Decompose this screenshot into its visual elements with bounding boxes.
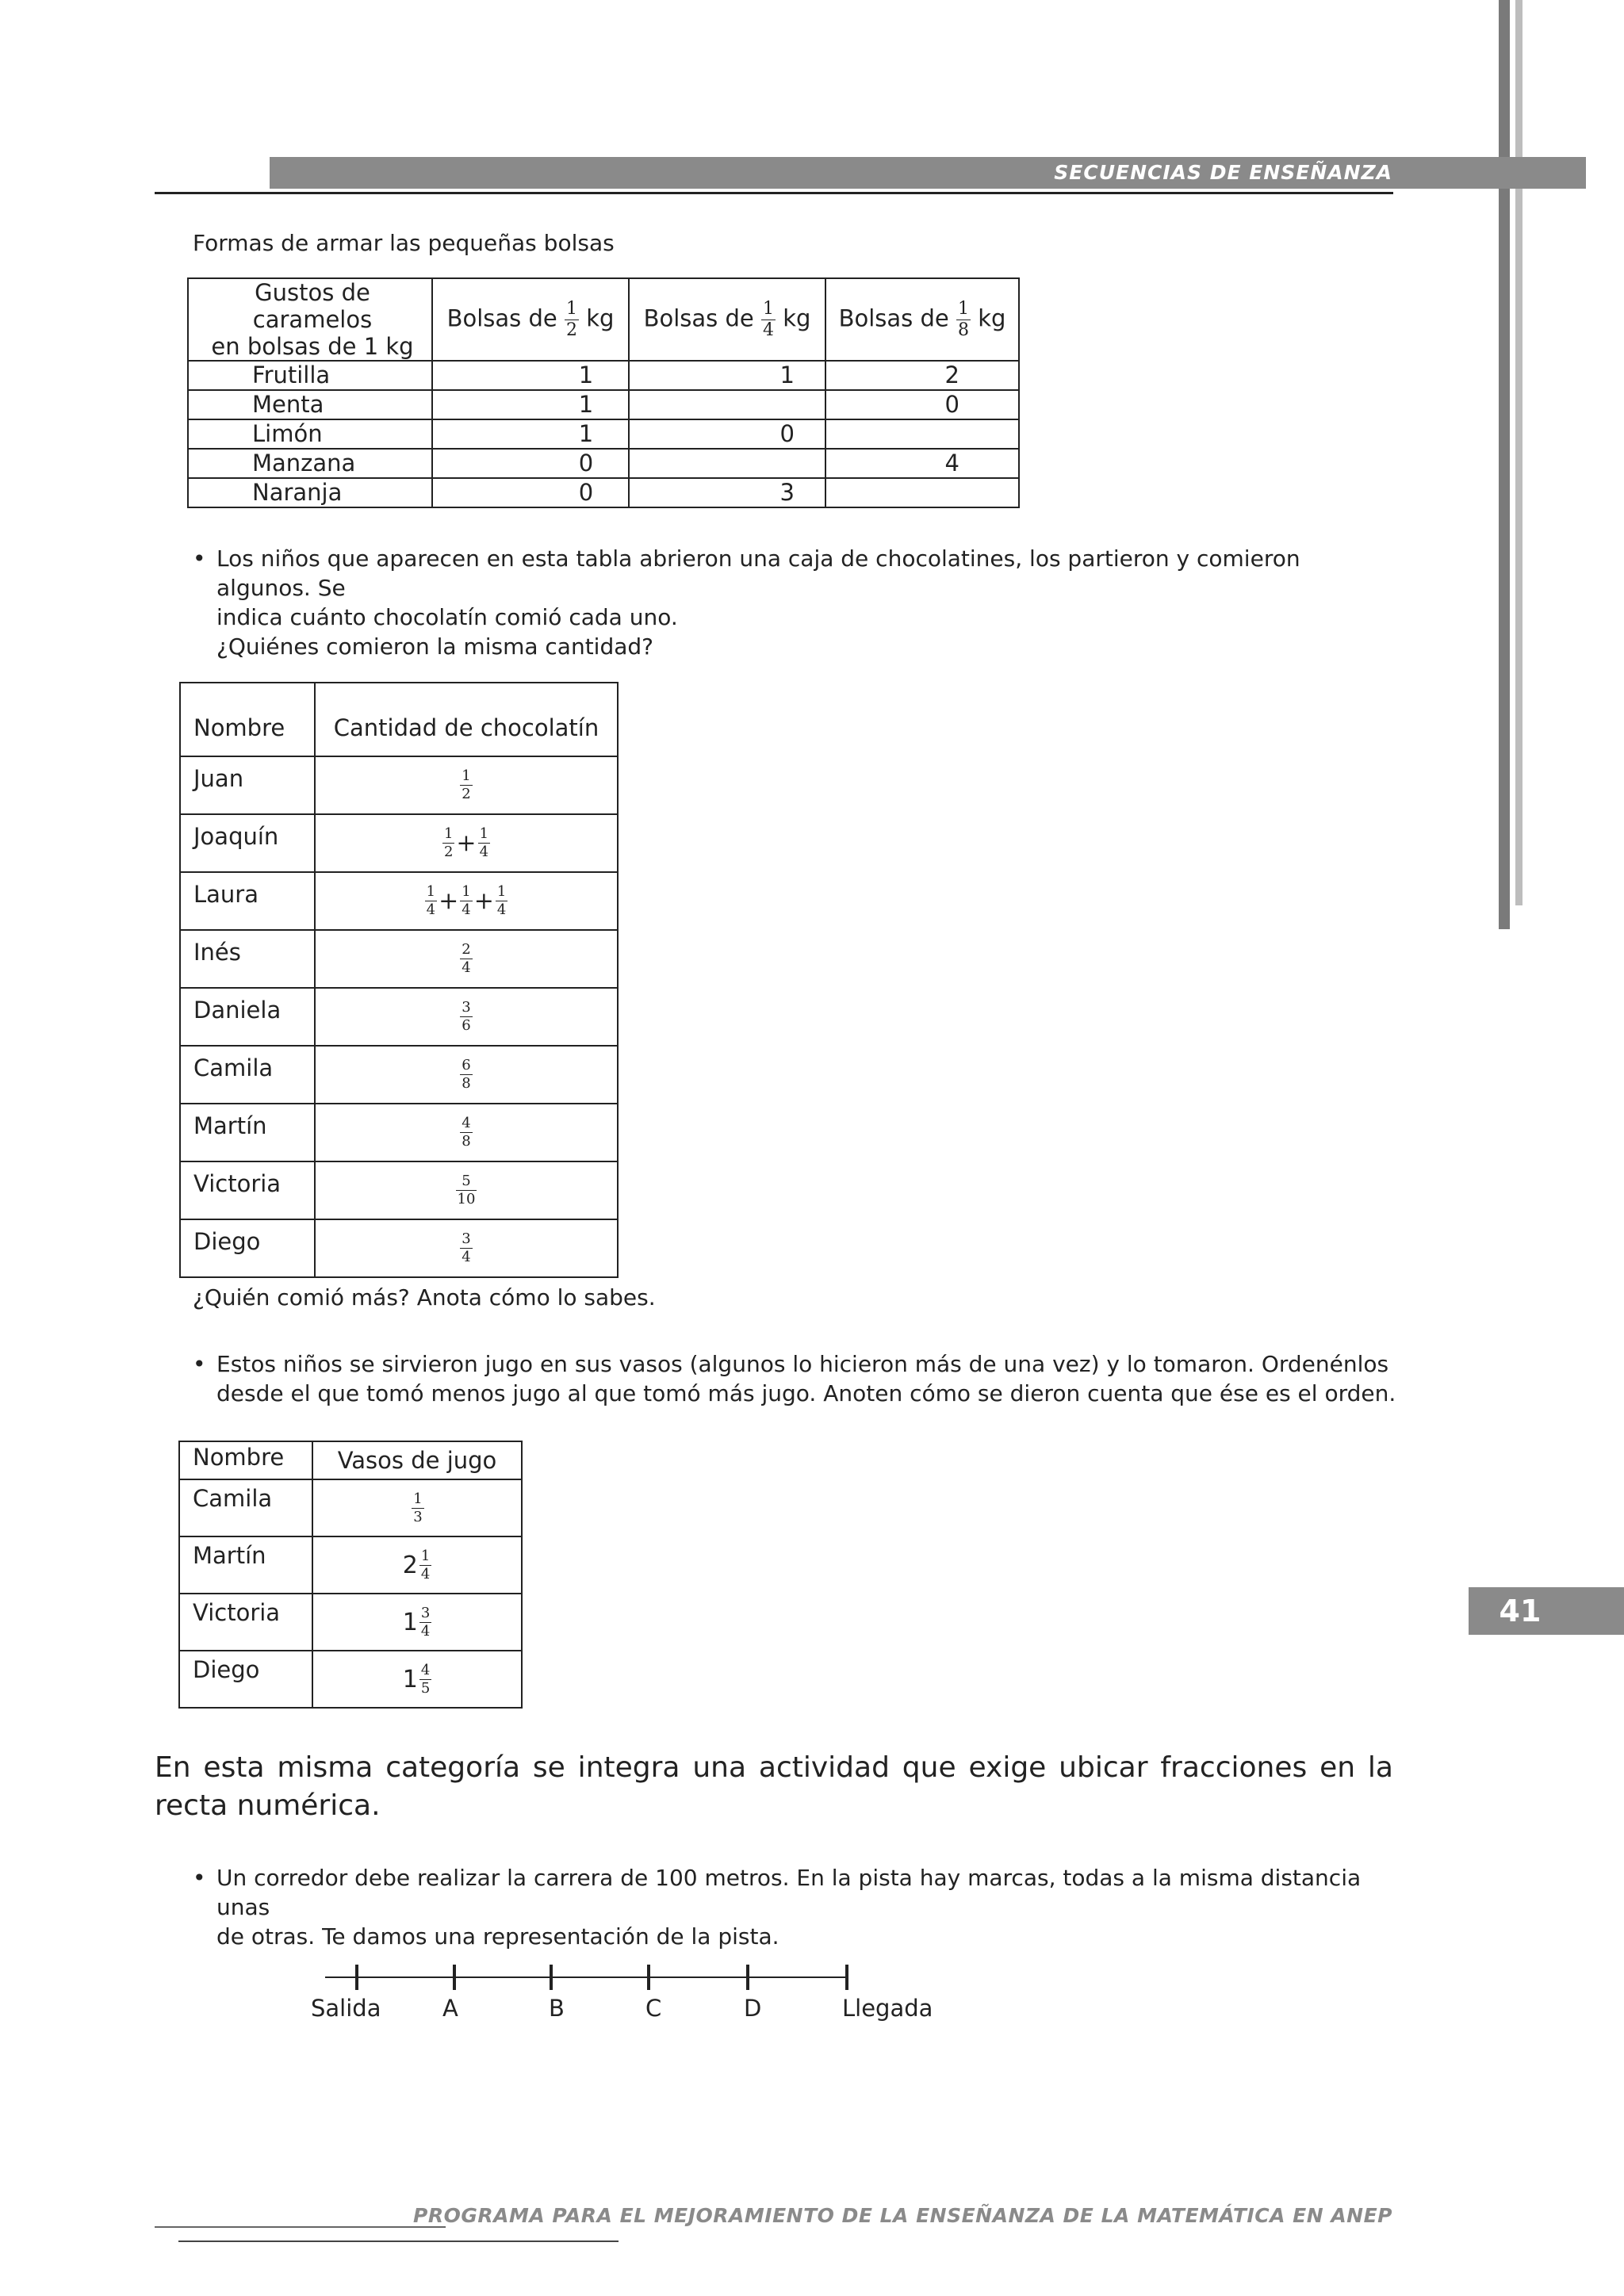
candy-bags-table: [187, 277, 1020, 508]
numerator: 6: [462, 1057, 471, 1073]
label-salida: Salida: [311, 1995, 381, 2022]
amount-cell: [312, 1594, 522, 1651]
name-cell: Inés: [180, 930, 315, 988]
name-cell: Victoria: [180, 1161, 315, 1219]
chocolate-table: [179, 682, 619, 1278]
flavor-cell: Naranja: [188, 478, 432, 507]
name-cell: Camila: [179, 1479, 312, 1536]
denominator: 8: [462, 1133, 471, 1150]
body-paragraph: En esta misma categoría se integra una actividad que exige ubicar fracciones en la recta numérica.: [155, 1751, 1393, 1822]
denominator: 2: [443, 844, 454, 860]
header-rule: [155, 192, 1393, 194]
name-cell: Laura: [180, 872, 315, 930]
header-title: SECUENCIAS DE ENSEÑANZA: [1054, 161, 1392, 184]
eighth-kg-cell: [825, 419, 1019, 449]
denominator: 10: [457, 1191, 476, 1207]
table-row: [188, 449, 1019, 478]
plus-sign: +: [439, 887, 459, 915]
table-row: [188, 419, 1019, 449]
amount-cell: [315, 930, 618, 988]
table-header-row: [179, 1441, 522, 1479]
label-a: A: [442, 1995, 458, 2022]
table-row: [180, 1219, 618, 1277]
header-name: Nombre: [179, 1441, 312, 1479]
table-row: [180, 756, 618, 814]
denominator: 4: [420, 1565, 431, 1582]
footer-rule: [155, 2226, 446, 2228]
name-cell: Victoria: [179, 1594, 312, 1651]
bullet-dot-icon: •: [193, 1865, 206, 1891]
table-row: [180, 814, 618, 872]
numerator: 1: [957, 298, 969, 319]
eighth-kg-cell: [825, 478, 1019, 507]
eighth-kg-cell: 2: [825, 361, 1019, 390]
numerator: 1: [413, 1490, 423, 1507]
fraction: [460, 1001, 472, 1033]
fraction: [956, 300, 971, 339]
numerator: 1: [762, 298, 774, 319]
fraction: [460, 1116, 472, 1149]
flavor-cell: Limón: [188, 419, 432, 449]
plus-sign: +: [473, 887, 494, 915]
bag-unit: kg: [783, 304, 811, 331]
fraction: [460, 885, 472, 917]
denominator: 3: [413, 1508, 423, 1525]
amount-cell: [315, 988, 618, 1046]
header-bag-eighth: [825, 278, 1019, 361]
numerator: 4: [462, 1115, 471, 1131]
whole-part: 2: [402, 1551, 418, 1579]
bullet-race: [193, 1863, 1398, 1951]
bullet-line: ¿Quiénes comieron la misma cantidad?: [216, 633, 654, 660]
page-number: 41: [1499, 1594, 1542, 1628]
label-llegada: Llegada: [842, 1995, 933, 2022]
half-kg-cell: 0: [432, 449, 629, 478]
numerator: 1: [443, 825, 454, 842]
question-who-ate-more: ¿Quién comió más? Anota cómo lo sabes.: [193, 1284, 656, 1311]
fraction: [761, 300, 776, 339]
denominator: 8: [462, 1075, 471, 1092]
denominator: 4: [496, 901, 507, 918]
bullet-line: indica cuánto chocolatín comió cada uno.: [216, 604, 678, 630]
amount-cell: [312, 1479, 522, 1536]
fraction: [425, 885, 437, 917]
fraction: [565, 300, 579, 339]
amount-cell: [315, 1104, 618, 1161]
amount-cell: [312, 1651, 522, 1708]
name-cell: Diego: [179, 1651, 312, 1708]
flavor-cell: Frutilla: [188, 361, 432, 390]
fraction: [419, 1549, 431, 1582]
denominator: 4: [462, 901, 471, 918]
plus-sign: +: [456, 829, 477, 857]
bullet-dot-icon: •: [193, 1351, 206, 1377]
numerator: 1: [462, 767, 471, 784]
header-bag-quarter: [629, 278, 825, 361]
footer-rule-lower: [178, 2241, 619, 2242]
fraction: [460, 1232, 472, 1265]
numerator: 1: [420, 1547, 431, 1564]
amount-cell: [315, 1046, 618, 1104]
table-row: [180, 988, 618, 1046]
quarter-kg-cell: [629, 449, 825, 478]
fraction: [496, 885, 508, 917]
table-row: [180, 1046, 618, 1104]
fraction: [442, 827, 454, 859]
fraction: [478, 827, 490, 859]
fraction: [456, 1174, 477, 1207]
table-row: [179, 1536, 522, 1594]
name-cell: Camila: [180, 1046, 315, 1104]
table-row: [180, 1161, 618, 1219]
denominator: 6: [462, 1017, 471, 1034]
header-amount: Vasos de jugo: [312, 1441, 522, 1479]
footer-text: PROGRAMA PARA EL MEJORAMIENTO DE LA ENSEÑANZA DE LA MATEMÁTICA EN ANEP: [413, 2204, 1392, 2227]
amount-cell: [315, 814, 618, 872]
flavor-cell: Menta: [188, 390, 432, 419]
table-row: [180, 872, 618, 930]
amount-cell: [315, 756, 618, 814]
table-caption: Formas de armar las pequeñas bolsas: [193, 230, 615, 256]
table-row: [180, 1104, 618, 1161]
denominator: 4: [479, 844, 489, 860]
half-kg-cell: 1: [432, 390, 629, 419]
amount-cell: [312, 1536, 522, 1594]
header-flavor-line2: en bolsas de 1 kg: [211, 333, 414, 360]
numerator: 1: [479, 825, 489, 842]
amount-cell: [315, 872, 618, 930]
denominator: 2: [462, 786, 471, 802]
quarter-kg-cell: 0: [629, 419, 825, 449]
table-row: [179, 1479, 522, 1536]
numerator: 2: [462, 941, 471, 958]
numerator: 5: [456, 1174, 477, 1191]
header-flavor: [188, 278, 432, 361]
header-bag-half: [432, 278, 629, 361]
fraction: [419, 1606, 431, 1639]
numerator: 1: [496, 883, 507, 900]
bag-unit: kg: [978, 304, 1006, 331]
label-c: C: [645, 1995, 662, 2022]
bag-unit: kg: [586, 304, 615, 331]
denominator: 8: [957, 320, 969, 340]
whole-part: 1: [402, 1608, 418, 1636]
bullet-juice: [193, 1349, 1398, 1408]
whole-part: 1: [402, 1665, 418, 1693]
denominator: 4: [420, 1622, 431, 1640]
name-cell: Martín: [179, 1536, 312, 1594]
bullet-line: Los niños que aparecen en esta tabla abrieron una caja de chocolatines, los partieron y comieron algunos. Se: [216, 545, 1300, 601]
bullet-chocolate: [193, 544, 1398, 661]
name-cell: Joaquín: [180, 814, 315, 872]
fraction: [460, 1058, 472, 1091]
half-kg-cell: 1: [432, 361, 629, 390]
table-row: [180, 930, 618, 988]
table-row: [188, 361, 1019, 390]
header-amount: Cantidad de chocolatín: [315, 683, 618, 756]
bullet-line: Estos niños se sirvieron jugo en sus vasos (algunos lo hicieron más de una vez) y lo tomaron. Ordenénlos: [216, 1351, 1389, 1377]
quarter-kg-cell: 3: [629, 478, 825, 507]
bag-prefix: Bolsas de: [446, 304, 557, 331]
numerator: 1: [462, 883, 471, 900]
fraction: [460, 769, 472, 802]
numerator: 1: [426, 883, 436, 900]
table-row: [188, 390, 1019, 419]
denominator: 2: [565, 320, 577, 340]
label-b: B: [549, 1995, 565, 2022]
eighth-kg-cell: 0: [825, 390, 1019, 419]
bullet-line: Un corredor debe realizar la carrera de 100 metros. En la pista hay marcas, todas a la misma distancia unas: [216, 1865, 1362, 1920]
denominator: 4: [462, 959, 471, 976]
bullet-dot-icon: •: [193, 545, 206, 572]
decorative-vertical-bar-light: [1515, 0, 1522, 905]
juice-table: [178, 1441, 523, 1709]
table-header-row: [180, 683, 618, 756]
numerator: 4: [420, 1661, 431, 1678]
table-row: [179, 1651, 522, 1708]
half-kg-cell: 0: [432, 478, 629, 507]
numerator: 3: [420, 1604, 431, 1621]
amount-cell: [315, 1219, 618, 1277]
fraction: [419, 1663, 431, 1696]
denominator: 4: [462, 1249, 471, 1265]
amount-cell: [315, 1161, 618, 1219]
half-kg-cell: 1: [432, 419, 629, 449]
label-d: D: [744, 1995, 762, 2022]
table-row: [188, 478, 1019, 507]
quarter-kg-cell: [629, 390, 825, 419]
bag-prefix: Bolsas de: [643, 304, 754, 331]
denominator: 5: [420, 1679, 431, 1697]
denominator: 4: [426, 901, 436, 918]
table-row: [179, 1594, 522, 1651]
header-name: Nombre: [180, 683, 315, 756]
name-cell: Daniela: [180, 988, 315, 1046]
decorative-vertical-bar: [1499, 0, 1510, 929]
fraction: [412, 1492, 423, 1525]
fraction: [460, 943, 472, 975]
table-header-row: [188, 278, 1019, 361]
denominator: 4: [762, 320, 774, 340]
bullet-line: desde el que tomó menos jugo al que tomó más jugo. Anoten cómo se dieron cuenta que ése es el orden.: [216, 1380, 1396, 1406]
flavor-cell: Manzana: [188, 449, 432, 478]
numerator: 3: [462, 1230, 471, 1247]
numerator: 1: [565, 298, 577, 319]
header-flavor-line1: Gustos de caramelos: [252, 279, 373, 333]
bag-prefix: Bolsas de: [838, 304, 949, 331]
quarter-kg-cell: 1: [629, 361, 825, 390]
numerator: 3: [462, 999, 471, 1016]
bullet-line: de otras. Te damos una representación de la pista.: [216, 1923, 779, 1950]
name-cell: Martín: [180, 1104, 315, 1161]
eighth-kg-cell: 4: [825, 449, 1019, 478]
name-cell: Diego: [180, 1219, 315, 1277]
name-cell: Juan: [180, 756, 315, 814]
